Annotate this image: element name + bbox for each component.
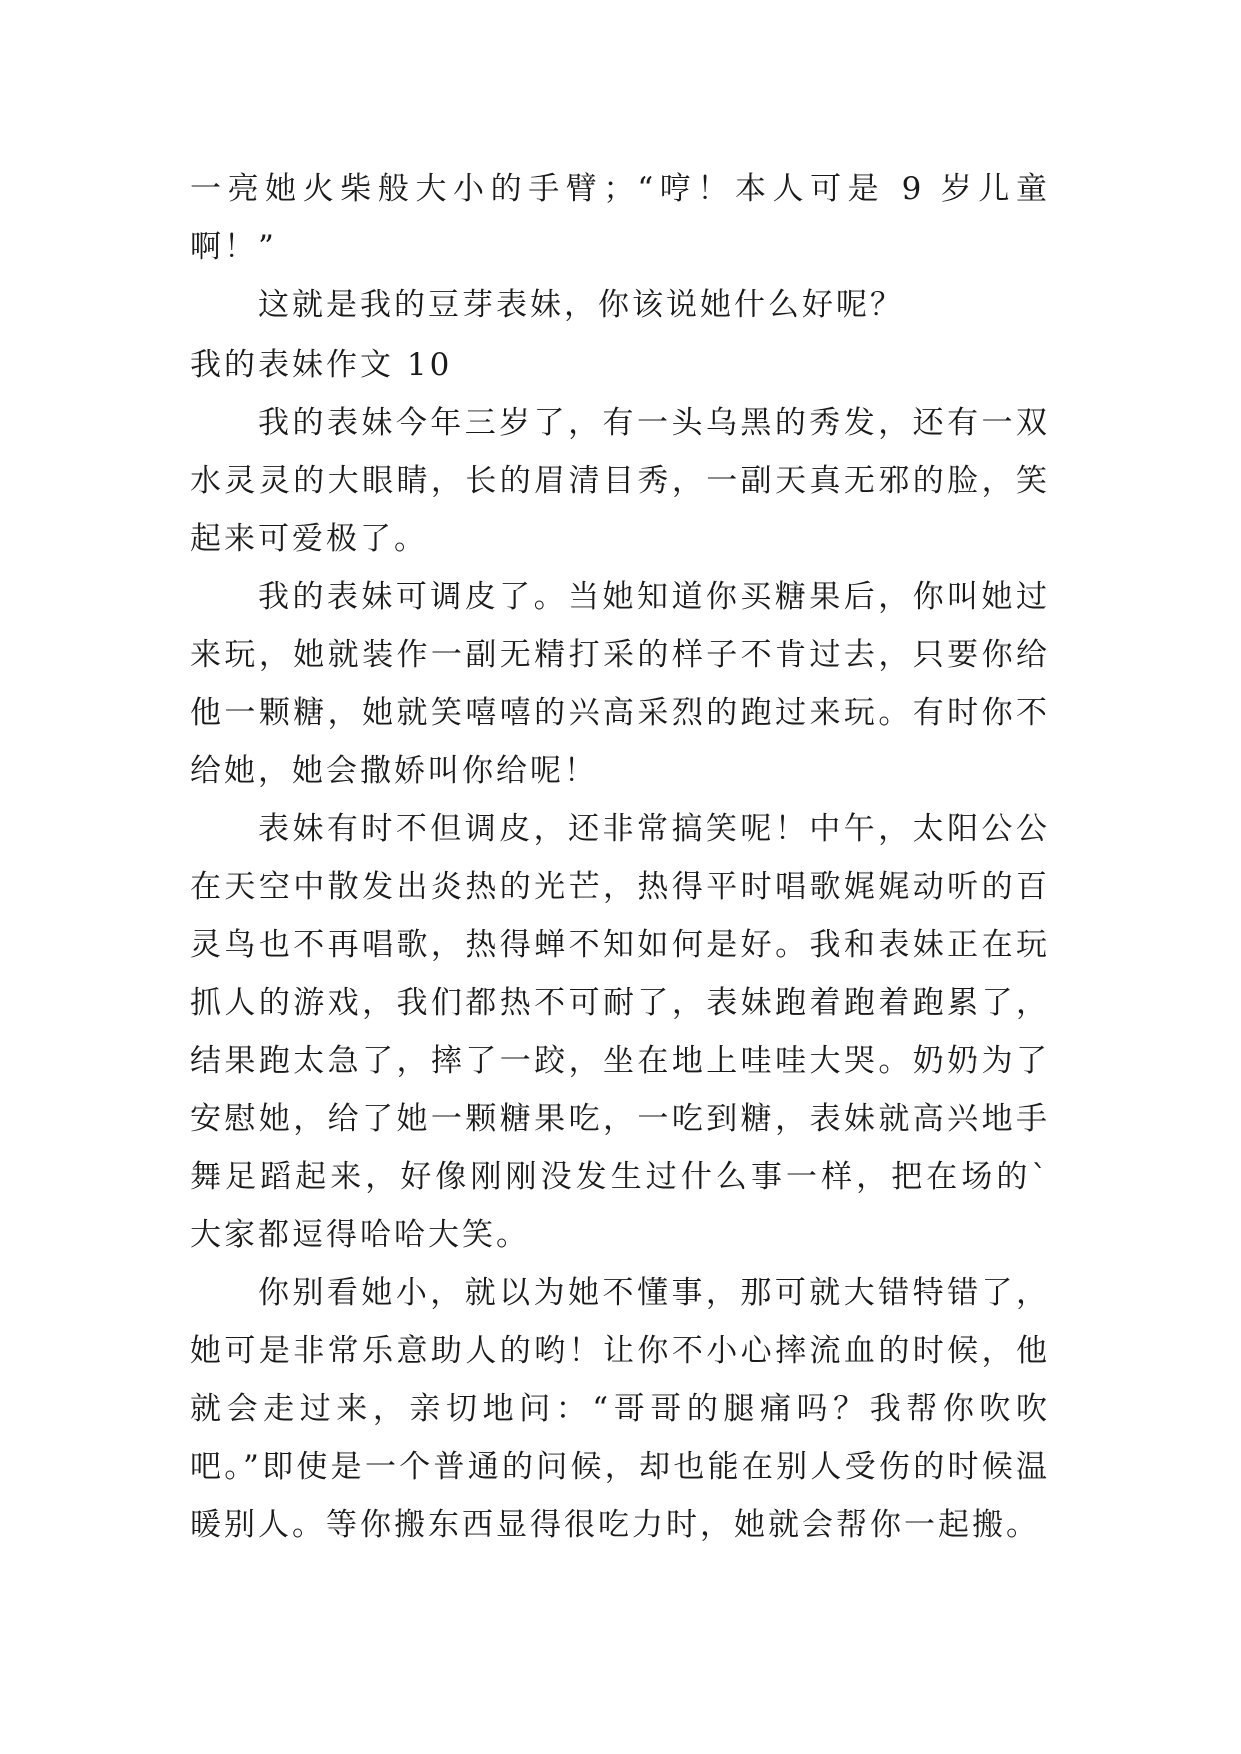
previous-essay-ending (190, 160, 1050, 334)
essay-paragraph-2: 我的表妹可调皮了。当她知道你买糖果后，你叫她过来玩，她就装作一副无精打采的样子不肯过去，只要你给他一颗糖，她就笑嘻嘻的兴高采烈的跑过来玩。有时你不给她，她会撒娇叫你给呢！ (190, 579, 1050, 789)
essay-paragraph-3: 表妹有时不但调皮，还非常搞笑呢！中午，太阳公公在天空中散发出炎热的光芒，热得平时唱歌娓娓动听的百灵鸟也不再唱歌，热得蝉不知如何是好。我和表妹正在玩抓人的游戏，我们都热不可耐了，表妹跑着跑着跑累了，结果跑太急了，摔了一跤，坐在地上哇哇大哭。奶奶为了安慰她，给了她一颗糖果吃，一吃到糖，表妹就高兴地手舞足蹈起来，好像刚刚没发生过什么事一样，把在场的`大家都逗得哈哈大笑。 (190, 811, 1050, 1253)
closing-paragraph: 这就是我的豆芽表妹，你该说她什么好呢？ (258, 287, 904, 323)
essay-paragraph-1: 我的表妹今年三岁了，有一头乌黑的秀发，还有一双水灵灵的大眼睛，长的眉清目秀，一副天真无邪的脸，笑起来可爱极了。 (190, 405, 1050, 557)
continued-line: 一亮她火柴般大小的手臂；“哼！本人可是 9 岁儿童啊！” (190, 171, 1050, 265)
essay-title: 我的表妹作文 10 (190, 347, 453, 383)
essay-section (190, 336, 1050, 1554)
essay-paragraph-4: 你别看她小，就以为她不懂事，那可就大错特错了，她可是非常乐意助人的哟！让你不小心摔流血的时候，他就会走过来，亲切地问：“哥哥的腿痛吗？我帮你吹吹吧。”即使是一个普通的问候，却也能在别人受伤的时候温暖别人。等你搬东西显得很吃力时，她就会帮你一起搬。 (190, 1275, 1050, 1543)
